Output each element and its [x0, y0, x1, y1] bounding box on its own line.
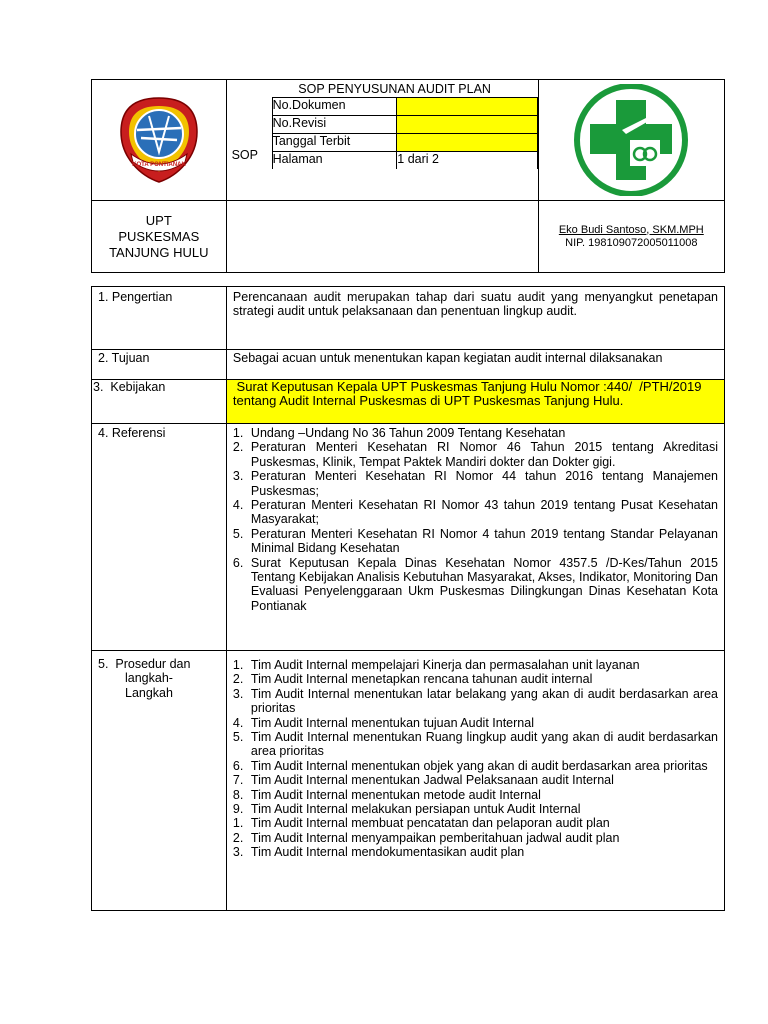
header-table: [91, 79, 725, 273]
signer-name: Eko Budi Santoso, SKM.MPH: [558, 223, 704, 236]
field-label: No.Revisi: [272, 116, 397, 134]
field-row-no-dokumen: [272, 98, 537, 116]
field-value-no-dokumen: [397, 98, 537, 116]
content-tujuan-text: Sebagai acuan untuk menentukan kapan kegiatan audit internal dilaksanakan: [232, 351, 663, 365]
list-item: 5. Tim Audit Internal menentukan Ruang lingkup audit yang akan di audit berdasarkan area prioritas: [232, 730, 718, 759]
label-kebijakan-text: 3. Kebijakan: [93, 380, 166, 394]
referensi-list: [233, 426, 718, 613]
list-item: 1. Undang –Undang No 36 Tahun 2009 Tentang Kesehatan: [232, 426, 566, 440]
list-item: 4. Tim Audit Internal menentukan tujuan Audit Internal: [232, 715, 534, 730]
list-item: 2. Tim Audit Internal menyampaikan pemberitahuan jadwal audit plan: [232, 830, 620, 845]
label-prosedur: [92, 651, 227, 911]
label-tujuan-text: 2. Tujuan: [98, 351, 150, 365]
list-item: 2. Peraturan Menteri Kesehatan RI Nomor 46 Tahun 2015 tentang Akreditasi Puskesmas, Klinik, Tempat Paktek Mandiri dokter dan Dokter gigi.: [232, 440, 718, 469]
content-kebijakan: [226, 380, 724, 424]
sop-title: SOP PENYUSUNAN AUDIT PLAN: [298, 82, 491, 96]
list-item: 2. Tim Audit Internal menetapkan rencana tahunan audit internal: [232, 672, 593, 687]
puskesmas-logo-cell: [538, 80, 724, 201]
content-pengertian: [226, 287, 724, 350]
sop-content-table: [91, 286, 725, 911]
list-item: 8. Tim Audit Internal menentukan metode audit Internal: [232, 787, 541, 802]
field-label: Halaman: [272, 152, 397, 170]
field-value-no-revisi: [397, 116, 537, 134]
content-tujuan: [226, 350, 724, 380]
list-item: 7. Tim Audit Internal menentukan Jadwal Pelaksanaan audit Internal: [232, 773, 614, 788]
logo-cell: [92, 80, 227, 201]
list-item: 3. Tim Audit Internal menentukan latar belakang yang akan di audit berdasarkan area prioritas: [232, 686, 718, 716]
empty-signature-area: [226, 201, 538, 273]
list-item: 5. Peraturan Menteri Kesehatan RI Nomor 4 tahun 2019 tentang Standar Pelayanan Minimal Bidang Kesehatan: [232, 526, 718, 556]
org-line-tanjung-hulu: TANJUNG HULU: [109, 244, 209, 260]
field-label: Tanggal Terbit: [272, 134, 397, 152]
list-item: 3. Peraturan Menteri Kesehatan RI Nomor 44 tahun 2016 tentang Manajemen Puskesmas;: [232, 469, 718, 498]
field-value-halaman: 1 dari 2: [397, 152, 537, 170]
label-kebijakan: [92, 380, 227, 424]
row-pengertian: [92, 287, 725, 350]
content-referensi: [226, 424, 724, 651]
label-referensi-text: 4. Referensi: [98, 426, 166, 440]
puskesmas-logo-icon: [568, 84, 694, 196]
field-value-tanggal-terbit: [397, 134, 537, 152]
list-item: 1. Tim Audit Internal mempelajari Kinerja dan permasalahan unit layanan: [232, 658, 640, 672]
row-kebijakan: [92, 380, 725, 424]
label-pengertian: [92, 287, 227, 350]
list-item: 9. Tim Audit Internal melakukan persiapan untuk Audit Internal: [232, 802, 581, 817]
emblem-caption: KOTA PONTIANAK: [131, 162, 186, 168]
org-name-cell: [92, 201, 227, 273]
content-prosedur: [226, 651, 724, 911]
org-line-puskesmas: PUSKESMAS: [118, 228, 200, 244]
city-emblem-icon: [111, 92, 207, 188]
list-item: 1. Tim Audit Internal membuat pencatatan dan pelaporan audit plan: [232, 816, 610, 831]
list-item: 6. Surat Keputusan Kepala Dinas Kesehatan Nomor 4357.5 /D-Kes/Tahun 2015 Tentang Kebijakan Analisis Kebutuhan Masyarakat, Akses, Indikator, Monitoring Dan Evaluasi Penyelenggaraan Ukm Puskesmas Dilingkungan Dinas Kesehatan Kota Pontianak: [232, 555, 718, 613]
row-referensi: [92, 424, 725, 651]
label-referensi: [92, 424, 227, 651]
list-item: 4. Peraturan Menteri Kesehatan RI Nomor 43 tahun 2019 tentang Pusat Kesehatan Masyarakat;: [232, 498, 718, 527]
prosedur-list: [233, 658, 718, 860]
doc-fields-table: [272, 97, 538, 169]
content-kebijakan-text: Surat Keputusan Kepala UPT Puskesmas Tanjung Hulu Nomor :440/ /PTH/2019 tentang Audit Internal Puskesmas di UPT Puskesmas Tanjung Hulu.: [232, 379, 706, 409]
signer-cell: [538, 201, 724, 273]
label-tujuan: [92, 350, 227, 380]
field-row-halaman: [272, 152, 537, 170]
label-prosedur-text: 5. Prosedur dan langkah- Langkah: [98, 657, 191, 700]
title-cell: [272, 80, 539, 201]
row-tujuan: [92, 350, 725, 380]
field-row-no-revisi: [272, 116, 537, 134]
field-label: No.Dokumen: [272, 98, 397, 116]
sop-label: SOP: [231, 148, 258, 162]
row-prosedur: [92, 651, 725, 911]
list-item: 3. Tim Audit Internal mendokumentasikan audit plan: [232, 845, 525, 860]
field-row-tanggal-terbit: [272, 134, 537, 152]
list-item: 6. Tim Audit Internal menentukan objek yang akan di audit berdasarkan area prioritas: [232, 758, 708, 773]
label-pengertian-text: 1. Pengertian: [98, 290, 173, 304]
org-line-upt: UPT: [145, 212, 172, 228]
content-pengertian-text: Perencanaan audit merupakan tahap dari suatu audit yang menyangkut penetapan strategi audit untuk pelaksanaan dan penentuan lingkup audit.: [232, 290, 718, 319]
signer-nip: NIP. 198109072005011008: [565, 236, 698, 249]
